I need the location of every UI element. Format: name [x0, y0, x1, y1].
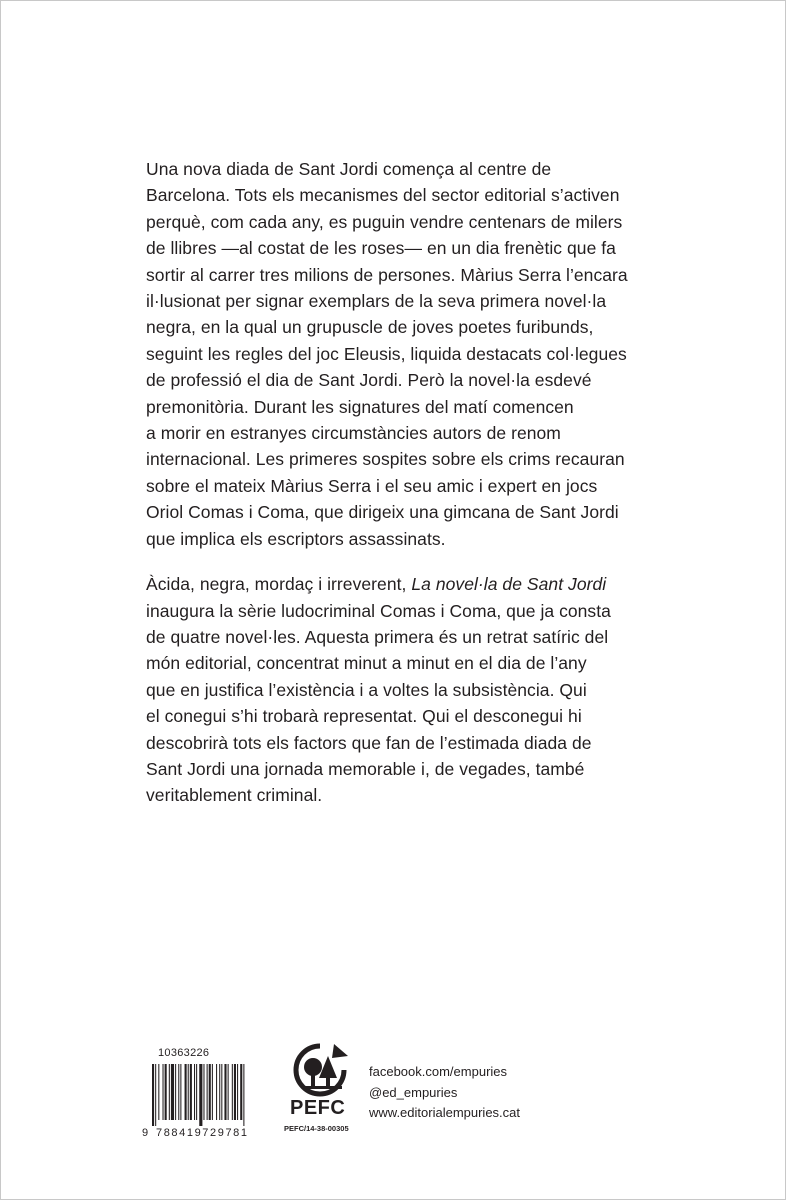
p1-line: negra, en la qual un grupuscle de joves poetes furibunds,	[146, 317, 594, 338]
website-link[interactable]: www.editorialempuries.cat	[369, 1105, 521, 1120]
barcode-bar	[234, 1064, 236, 1120]
facebook-link[interactable]: facebook.com/empuries	[369, 1064, 508, 1079]
p1-line: premonitòria. Durant les signatures del matí comencen	[146, 396, 574, 417]
barcode-bar	[158, 1064, 159, 1120]
p2-line: veritablement criminal.	[146, 785, 323, 806]
barcode-bar	[216, 1064, 217, 1120]
barcode-bar	[209, 1064, 211, 1120]
barcode-bar	[185, 1064, 187, 1120]
barcode-bar	[194, 1064, 195, 1120]
barcode-bar	[221, 1064, 222, 1120]
p1-line: de professió el dia de Sant Jordi. Però la novel·la esdevé	[146, 370, 592, 391]
back-cover-blurb	[146, 156, 646, 809]
barcode-digits: 788419729781	[156, 1127, 249, 1139]
barcode-bar	[207, 1064, 208, 1120]
p1-line: perquè, com cada any, es puguin vendre centenars de milers	[146, 211, 623, 232]
pefc-code: PEFC/14-38-00305	[284, 1124, 349, 1133]
p1-line: a morir en estranyes circumstàncies autors de renom	[146, 423, 561, 444]
barcode-bars	[142, 1064, 268, 1126]
p2-line: de quatre novel·les. Aquesta primera és un retrat satíric del	[146, 626, 609, 647]
pefc-name: PEFC	[290, 1097, 346, 1119]
barcode-code-top: 10363226	[158, 1047, 210, 1059]
barcode-bar	[188, 1064, 189, 1120]
barcode-bar	[196, 1064, 197, 1120]
barcode-bar	[243, 1064, 244, 1126]
p2-line: Sant Jordi una jornada memorable i, de vegades, també	[146, 758, 585, 779]
barcode-bar	[190, 1064, 192, 1120]
p2-line: inaugura la sèrie ludocriminal Comas i Coma, que ja consta	[146, 600, 611, 621]
isbn-barcode	[142, 1047, 268, 1142]
barcode-bar	[224, 1064, 226, 1120]
barcode-bar	[155, 1064, 156, 1126]
blurb-paragraph-2	[146, 571, 646, 809]
pefc-trees-icon	[282, 1040, 358, 1098]
barcode-bar	[203, 1064, 204, 1120]
pefc-logo	[282, 1040, 358, 1140]
p2-line: món editorial, concentrat minut a minut en el dia de l’any	[146, 653, 587, 674]
barcode-bar	[212, 1064, 213, 1120]
p2-line: que en justifica l’existència i a voltes la subsistència. Qui	[146, 679, 587, 700]
p1-line: seguint les regles del joc Eleusis, liquida destacats col·legues	[146, 343, 627, 364]
p2-line: el conegui s’hi trobarà representat. Qui el desconegui hi	[146, 706, 582, 727]
p1-line: que implica els escriptors assassinats.	[146, 528, 446, 549]
barcode-bar	[228, 1064, 229, 1120]
p1-line: de llibres —al costat de les roses— en un dia frenètic que fa	[146, 238, 616, 259]
barcode-bar	[178, 1064, 179, 1120]
barcode-bar	[165, 1064, 167, 1120]
barcode-bar	[180, 1064, 181, 1120]
p1-line: il·lusionat per signar exemplars de la seva primera novel·la	[146, 291, 607, 312]
barcode-bar	[169, 1064, 170, 1120]
publisher-links	[369, 1062, 520, 1124]
p2-line-intro: Àcida, negra, mordaç i irreverent,	[146, 574, 407, 595]
p1-line: Oriol Comas i Coma, que dirigeix una gimcana de Sant Jordi	[146, 502, 619, 523]
p1-line: sortir al carrer tres milions de persones. Màrius Serra l’encara	[146, 264, 628, 285]
twitter-handle[interactable]: @ed_empuries	[369, 1084, 458, 1100]
p1-line: Barcelona. Tots els mecanismes del sector editorial s’activen	[146, 185, 620, 206]
barcode-bar	[232, 1064, 233, 1120]
barcode-bar	[152, 1064, 154, 1126]
barcode-bar	[163, 1064, 164, 1120]
p2-line: descobrirà tots els factors que fan de l’estimada diada de	[146, 732, 592, 753]
p1-line: Una nova diada de Sant Jordi comença al centre de	[146, 159, 552, 179]
barcode-bar	[237, 1064, 238, 1120]
p1-line: internacional. Les primeres sospites sobre els crims recauran	[146, 449, 625, 470]
barcode-bar	[199, 1064, 202, 1126]
barcode-first-digit: 9	[142, 1127, 149, 1139]
barcode-bar	[171, 1064, 174, 1120]
blurb-paragraph-1	[146, 156, 646, 552]
barcode-bar	[240, 1064, 242, 1120]
p1-line: sobre el mateix Màrius Serra i el seu amic i expert en jocs	[146, 475, 598, 496]
barcode-bar	[175, 1064, 176, 1120]
barcode-bar	[219, 1064, 220, 1120]
book-title: La novel·la de Sant Jordi	[411, 574, 607, 595]
